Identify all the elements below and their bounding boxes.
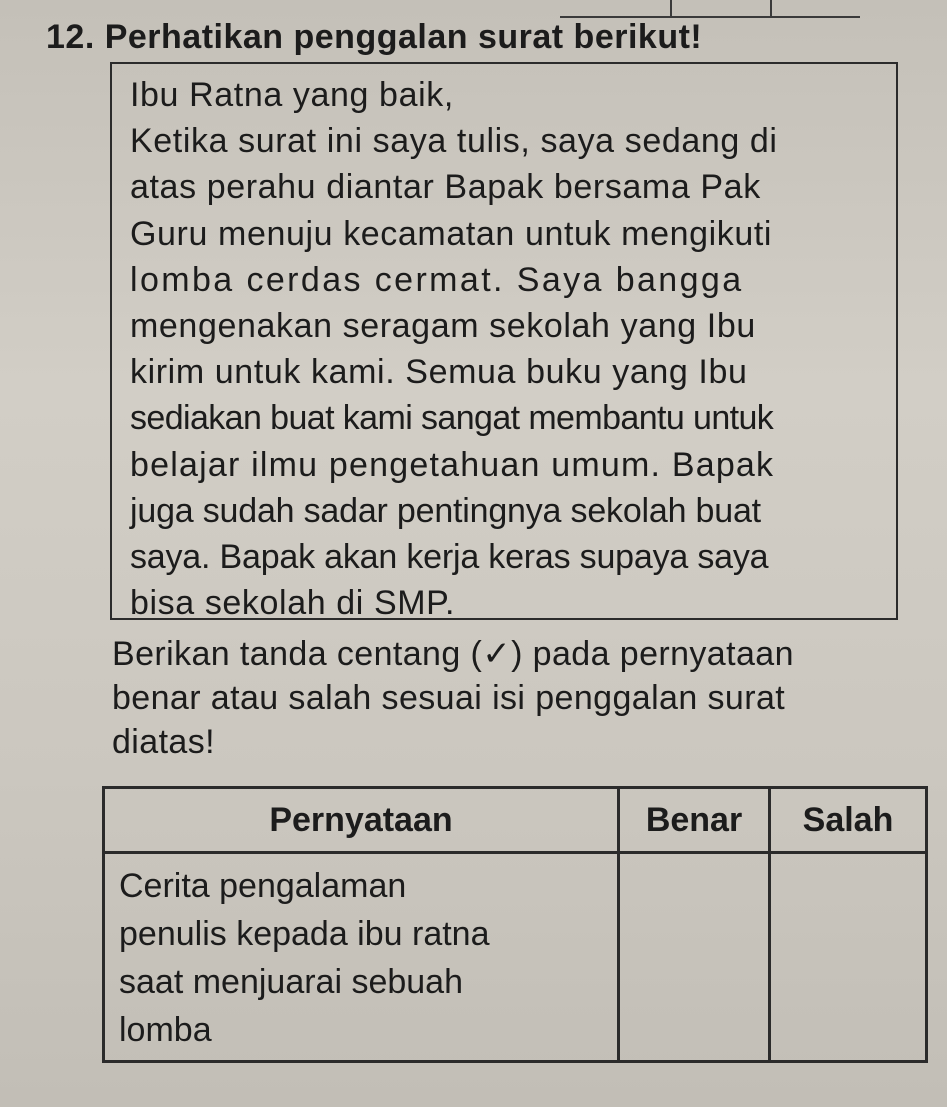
letter-excerpt-box xyxy=(110,62,898,623)
salah-checkbox-cell[interactable] xyxy=(770,853,927,1062)
letter-line: belajar ilmu pengetahuan umum. Bapak xyxy=(130,445,775,484)
statement-line: penulis kepada ibu ratna xyxy=(119,915,490,953)
letter-line: Ibu Ratna yang baik, xyxy=(130,76,454,114)
letter-line: mengenakan seragam sekolah yang Ibu xyxy=(130,307,756,346)
letter-line: lomba cerdas cermat. Saya bangga xyxy=(130,260,744,299)
top-border-tick xyxy=(770,0,772,16)
header-salah: Salah xyxy=(770,788,927,853)
letter-line: Ketika surat ini saya tulis, saya sedang di xyxy=(130,122,778,161)
statement-line: lomba xyxy=(119,1011,212,1049)
top-border-tick xyxy=(670,0,672,16)
letter-line: bisa sekolah di SMP. xyxy=(130,584,456,623)
header-pernyataan: Pernyataan xyxy=(104,788,619,853)
instruction-text xyxy=(112,632,912,764)
letter-line: sediakan buat kami sangat membantu untuk xyxy=(130,399,774,438)
statement-line: saat menjuarai sebuah xyxy=(119,963,464,1001)
benar-checkbox-cell[interactable] xyxy=(619,853,770,1062)
instruction-line: diatas! xyxy=(112,723,215,761)
question-title: 12. Perhatikan penggalan surat berikut! xyxy=(46,18,703,56)
instruction-line: benar atau salah sesuai isi penggalan surat xyxy=(112,679,786,717)
letter-line: kirim untuk kami. Semua buku yang Ibu xyxy=(130,353,748,392)
top-table-border xyxy=(560,0,860,18)
answer-table xyxy=(102,786,928,1063)
letter-line: atas perahu diantar Bapak bersama Pak xyxy=(130,168,761,207)
table-row xyxy=(104,853,927,1062)
letter-line: juga sudah sadar pentingnya sekolah buat xyxy=(130,491,761,530)
statement-line: Cerita pengalaman xyxy=(119,867,407,905)
instruction-line: Berikan tanda centang (✓) pada pernyataan xyxy=(112,635,794,673)
header-benar: Benar xyxy=(619,788,770,853)
letter-line: Guru menuju kecamatan untuk mengikuti xyxy=(130,214,773,253)
statement-cell xyxy=(104,853,619,1062)
table-header-row xyxy=(104,788,927,853)
letter-line: saya. Bapak akan kerja keras supaya saya xyxy=(130,538,769,577)
